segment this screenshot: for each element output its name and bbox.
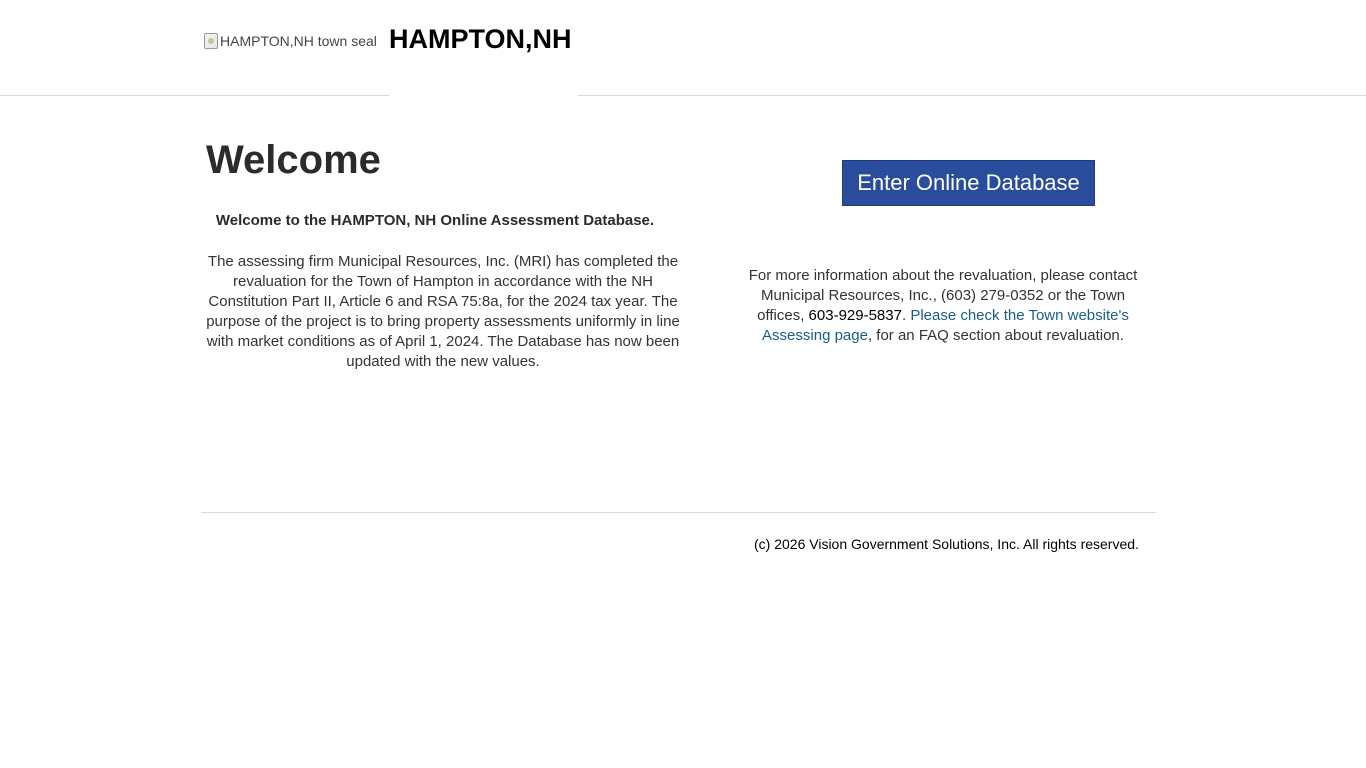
page-title: Welcome	[206, 138, 381, 182]
site-header	[0, 0, 1366, 96]
enter-online-database-button[interactable]: Enter Online Database	[842, 160, 1095, 206]
town-phone: 603-929-5837	[808, 307, 902, 324]
info-period: .	[901, 307, 907, 324]
info-suffix: , for an FAQ section about revaluation.	[867, 327, 1124, 344]
welcome-body-text: The assessing firm Municipal Resources, Inc. (MRI) has completed the revaluation for the Town of Hampton in accordance with the NH Constitution Part II, Article 6 and RSA 75:8a, for the 2024 tax year. The purpose of the project is to bring property assessments uniformly in line with market conditions as of April 1, 2024. The Database has now been updated with the new values.	[206, 253, 680, 370]
town-seal-alt-text: HAMPTON,NH town seal	[220, 33, 377, 49]
info-prefix: For more information about the revaluation, please contact Municipal Resources, Inc., (603) 279-0352 or the Town offices,	[748, 267, 1138, 324]
copyright-text: (c) 2026 Vision Government Solutions, Inc. All rights reserved.	[754, 536, 1139, 552]
town-name: HAMPTON,NH	[389, 24, 572, 54]
welcome-intro: Welcome to the HAMPTON, NH Online Assessment Database.	[215, 212, 655, 229]
town-seal-image	[204, 31, 377, 51]
assessing-page-link[interactable]: Please check the Town website's Assessing page	[762, 307, 1129, 344]
footer-divider	[201, 512, 1156, 513]
revaluation-info	[736, 266, 1150, 346]
broken-image-icon	[204, 33, 218, 49]
